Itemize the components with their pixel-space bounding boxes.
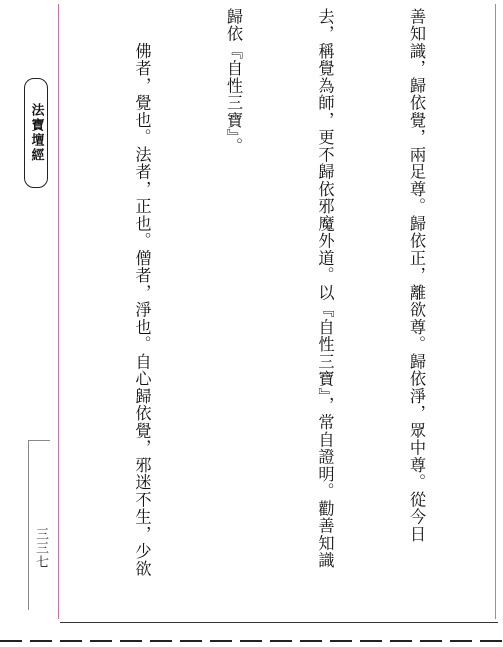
text-column: 歸依『自性三寶』。 bbox=[224, 8, 243, 156]
page-number-label: 三三七 bbox=[28, 440, 50, 610]
bottom-dashed-border bbox=[0, 640, 503, 642]
left-margin-line bbox=[58, 4, 59, 619]
text-column: 佛者，覺也。法者，正也。僧者，淨也。自心歸依覺，邪迷不生，少欲 bbox=[132, 8, 152, 578]
scripture-body-text bbox=[64, 8, 492, 618]
right-margin-line bbox=[495, 4, 496, 619]
bottom-rule bbox=[60, 622, 498, 623]
book-title-label: 法寶壇經 bbox=[24, 78, 48, 188]
text-column: 善知識，歸依覺，兩足尊。歸依正，離欲尊。歸依淨，眾中尊。從今日 bbox=[407, 8, 426, 543]
text-column bbox=[64, 8, 65, 618]
text-column: 去，稱覺為師，更不歸依邪魔外道。以『自性三寶』，常自證明。勸善知識 bbox=[315, 8, 335, 570]
